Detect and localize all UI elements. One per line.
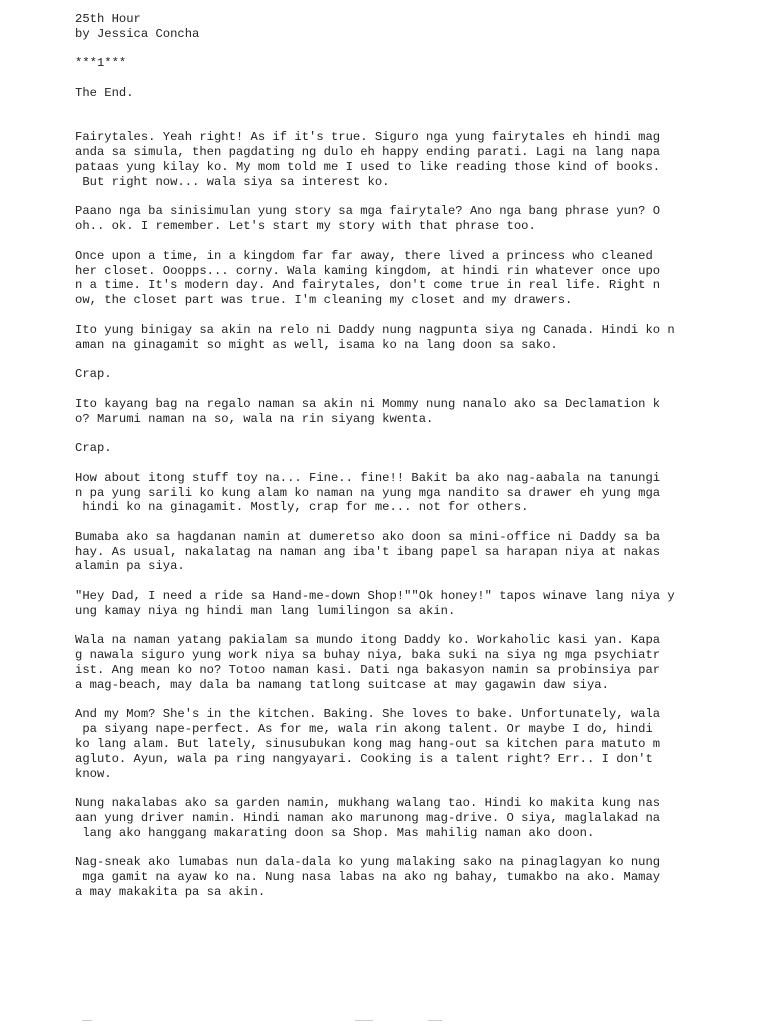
text-line: know. — [75, 766, 112, 781]
scan-speck — [428, 1020, 442, 1021]
paragraph — [75, 855, 745, 899]
paragraph — [75, 796, 745, 840]
text-line: hindi ko na ginagamit. Mostly, crap for me... not for others. — [75, 500, 529, 515]
text-line: Once upon a time, in a kingdom far far away, there lived a princess who cleaned — [75, 248, 653, 263]
text-line: Nag-sneak ako lumabas nun dala-dala ko yung malaking sako na pinaglagyan ko nung — [75, 855, 661, 870]
text-line: "Hey Dad, I need a ride sa Hand-me-down Shop!""Ok honey!" tapos winave lang niya y — [75, 589, 675, 604]
text-line: But right now... wala siya sa interest ko. — [75, 174, 390, 189]
text-line: How about itong stuff toy na... Fine.. fine!! Bakit ba ako nag-aabala na tanungi — [75, 470, 661, 485]
chapter-marker-block — [75, 56, 745, 71]
paragraph — [75, 249, 745, 308]
paragraph — [75, 204, 745, 234]
text-line: Nung nakalabas ako sa garden namin, mukhang walang tao. Hindi ko makita kung nas — [75, 796, 661, 811]
text-line: ko lang alam. But lately, sinusubukan kong mag hang-out sa kitchen para matuto m — [75, 737, 661, 752]
document-header — [75, 12, 745, 42]
text-line: ung kamay niya ng hindi man lang lumilingon sa akin. — [75, 603, 456, 618]
text-line: oh.. ok. I remember. Let's start my story with that phrase too. — [75, 219, 536, 234]
paragraph — [75, 397, 745, 427]
page-bottom-edge-artifact — [0, 1018, 768, 1024]
text-line: Crap. — [75, 441, 112, 456]
scan-speck — [355, 1020, 373, 1021]
text-line: Paano nga ba sinisimulan yung story sa mga fairytale? Ano nga bang phrase yun? O — [75, 204, 661, 219]
paragraph — [75, 530, 745, 574]
text-line: a may makakita pa sa akin. — [75, 885, 266, 900]
text-line: Wala na naman yatang pakialam sa mundo itong Daddy ko. Workaholic kasi yan. Kapa — [75, 633, 661, 648]
text-line: pa siyang nape-perfect. As for me, wala rin akong talent. Or maybe I do, hindi — [75, 722, 653, 737]
paragraph — [75, 323, 745, 353]
paragraph — [75, 471, 745, 515]
chapter-marker: ***1*** — [75, 56, 127, 71]
text-line: ow, the closet part was true. I'm cleaning my closet and my drawers. — [75, 293, 573, 308]
text-line: pataas yung kilay ko. My mom told me I used to like reading those kind of books. — [75, 159, 661, 174]
text-line: a mag-beach, may dala ba namang tatlong suitcase at may gagawin daw siya. — [75, 677, 609, 692]
text-line: Ito kayang bag na regalo naman sa akin ni Mommy nung nanalo ako sa Declamation k — [75, 396, 661, 411]
text-line: o? Marumi naman na so, wala na rin siyang kwenta. — [75, 411, 434, 426]
opening-line: The End. — [75, 85, 134, 100]
text-line: her closet. Ooopps... corny. Wala kaming kingdom, at hindi rin whatever once upo — [75, 263, 661, 278]
scan-speck — [82, 1020, 92, 1021]
paragraph — [75, 441, 745, 456]
paragraph — [75, 633, 745, 692]
text-line: Bumaba ako sa hagdanan namin at dumeretso ako doon sa mini-office ni Daddy sa ba — [75, 529, 661, 544]
text-line: alamin pa siya. — [75, 559, 185, 574]
text-line: n pa yung sarili ko kung alam ko naman na yung mga nandito sa drawer eh yung mga — [75, 485, 661, 500]
text-line: agluto. Ayun, wala pa ring nangyayari. Cooking is a talent right? Err.. I don't — [75, 751, 653, 766]
text-line: anda sa simula, then pagdating ng dulo eh happy ending parati. Lagi na lang napa — [75, 145, 661, 160]
paragraph — [75, 589, 745, 619]
paragraph — [75, 367, 745, 382]
text-line: And my Mom? She's in the kitchen. Baking. She loves to bake. Unfortunately, wala — [75, 707, 661, 722]
opening-block — [75, 86, 745, 101]
author-line: by Jessica Concha — [75, 26, 200, 41]
document-page — [75, 12, 745, 915]
text-line: Fairytales. Yeah right! As if it's true. Siguro nga yung fairytales eh hindi mag — [75, 130, 661, 145]
text-line: Crap. — [75, 367, 112, 382]
text-line: ist. Ang mean ko no? Totoo naman kasi. Dati nga bakasyon namin sa probinsiya par — [75, 663, 661, 678]
text-line: Ito yung binigay sa akin na relo ni Daddy nung nagpunta siya ng Canada. Hindi ko n — [75, 322, 675, 337]
text-line: n a time. It's modern day. And fairytales, don't come true in real life. Right n — [75, 278, 661, 293]
text-line: g nawala siguro yung work niya sa buhay niya, baka suki na siya ng mga psychiatr — [75, 648, 661, 663]
paragraph — [75, 707, 745, 781]
text-line: lang ako hanggang makarating doon sa Shop. Mas mahilig naman ako doon. — [75, 825, 595, 840]
story-title: 25th Hour — [75, 12, 141, 26]
text-line: aan yung driver namin. Hindi naman ako marunong mag-drive. O siya, maglalakad na — [75, 811, 661, 826]
paragraph — [75, 130, 745, 189]
text-line: hay. As usual, nakalatag na naman ang iba't ibang papel sa harapan niya at nakas — [75, 544, 661, 559]
text-line: aman na ginagamit so might as well, isama ko na lang doon sa sako. — [75, 337, 558, 352]
text-line: mga gamit na ayaw ko na. Nung nasa labas na ako ng bahay, tumakbo na ako. Mamay — [75, 870, 661, 885]
